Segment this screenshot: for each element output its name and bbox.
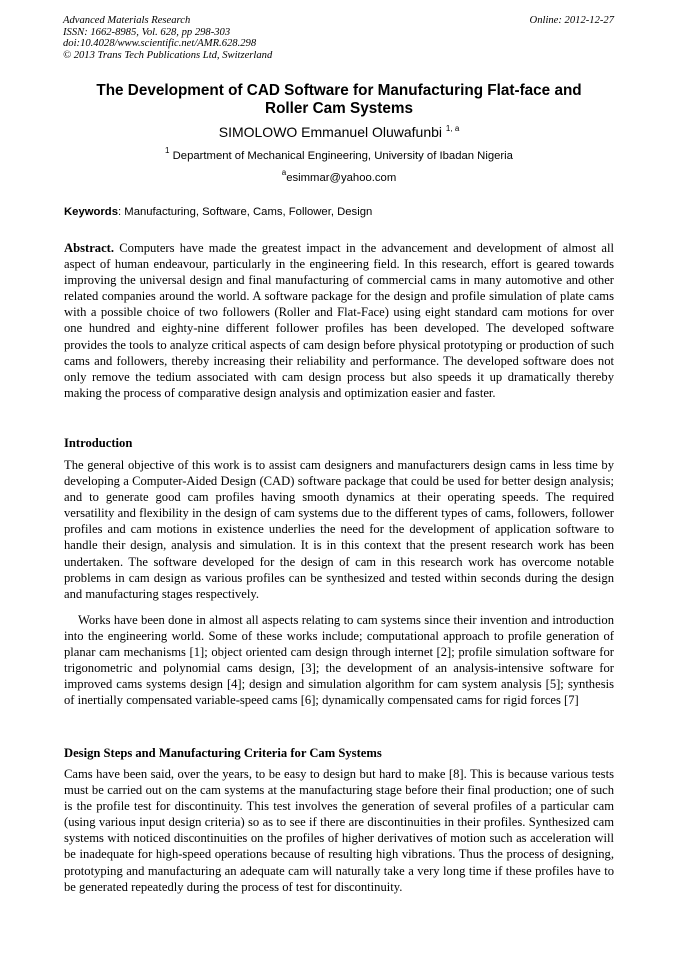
journal-name: Advanced Materials Research	[63, 15, 191, 26]
keywords-line	[64, 205, 614, 219]
abstract-label: Abstract.	[64, 241, 115, 255]
email-line	[64, 168, 614, 185]
author-superscript: 1, a	[445, 124, 460, 133]
abstract-paragraph	[64, 240, 614, 401]
keywords-list: : Manufacturing, Software, Cams, Follower, Design	[118, 206, 373, 218]
affiliation-text: Department of Mechanical Engineering, University of Ibadan Nigeria	[172, 150, 513, 162]
journal-info	[63, 15, 272, 61]
design-steps-heading: Design Steps and Manufacturing Criteria for Cam Systems	[64, 746, 382, 760]
doi-line: doi:10.4028/www.scientific.net/AMR.628.298	[63, 38, 257, 50]
affiliation-superscript: 1	[165, 146, 170, 155]
email-superscript: a	[281, 168, 287, 177]
design-steps-paragraph-1: Cams have been said, over the years, to be easy to design but hard to make [8]. This is because various tests must be carried out on the cam systems at the manufacturing stage before their final production; one of such is the profile test for discontinuity. This test involves the generation of several profiles of a particular cam (using various input design criteria) so as to see if there are discontinuities in their profiles. Synthesized cam systems with noticed discontinuities on the profiles of higher derivatives of motion such as acceleration will be inadequate for high-speed operations because of resulting high vibrations. Thus the process of designing, prototyping and manufacturing an adequate cam will naturally take a very long time if these profiles have to be generated repeatedly during the process of test for discontinuity.	[64, 767, 614, 894]
introduction-paragraph-1: The general objective of this work is to assist cam designers and manufacturers design cams in less time by developing a Computer-Aided Design (CAD) software package that could be used for better design analysis; and to generate good cam profiles having smooth dynamics at their operating speeds. The required versatility and flexibility in the design of cam systems due to the different types of cams, followers, follower profiles and cam motions in existence underlies the need for the development of application software to handle their design, analysis and simulation. It is in this context that the present research work has been undertaken. The software developed for the design of cam in this research work has overcome notable problems in cam design as various profiles can be synthesized and tested within seconds during the design and manufacturing stages respectively.	[64, 458, 614, 601]
issn-line: ISSN: 1662-8985, Vol. 628, pp 298-303	[63, 26, 231, 38]
introduction-paragraph-2: Works have been done in almost all aspects relating to cam systems since their invention and introduction into the engineering world. Some of these works include; computational approach to profile generation of planar cam mechanisms [1]; object oriented cam design through internet [2]; profile simulation software for trigonometric and polynomial cams design, [3]; the development of an analysis-intensive software for improved cams systems design [4]; design and simulation algorithm for cam system analysis [5]; synthesis of inertially compensated variable-speed cams [6]; dynamically compensated cams for rigid forces [7]	[64, 613, 614, 708]
online-date: Online: 2012-12-27	[529, 15, 614, 26]
paper-title	[64, 82, 614, 118]
abstract-text: Computers have made the greatest impact in the advancement and development of almost all aspect of human endeavour, particularly in the engineering field. In this research, effort is geared towards improving the universal design and final manufacturing of commercial cams in many automotive and other related companies around the world. A software package for the design and profile simulation of plate cams with a possible choice of two followers (Roller and Flat-Face) using eight standard cam motions for over one hundred and eighty-nine different follower profiles has been developed. The developed software provides the tools to analyze critical aspects of cam design before physical prototyping or production of such cams and followers, thereby increasing their reliability and performance. The developed software does not only remove the tedium associated with cam design process but also speeds it up dramatically thereby making the process of comparative design analysis and optimization easier and faster.	[64, 241, 614, 400]
author-name: SIMOLOWO Emmanuel Oluwafunbi	[218, 124, 443, 140]
title-line-2: Roller Cam Systems	[265, 100, 413, 117]
keywords-label: Keywords	[64, 206, 118, 218]
email-address[interactable]: esimmar@yahoo.com	[286, 172, 397, 184]
introduction-heading: Introduction	[64, 436, 133, 450]
affiliation-line	[64, 146, 614, 163]
title-line-1: The Development of CAD Software for Manufacturing Flat-face and	[96, 82, 582, 99]
copyright-line: © 2013 Trans Tech Publications Ltd, Switzerland	[63, 49, 273, 61]
author-line	[64, 124, 614, 141]
